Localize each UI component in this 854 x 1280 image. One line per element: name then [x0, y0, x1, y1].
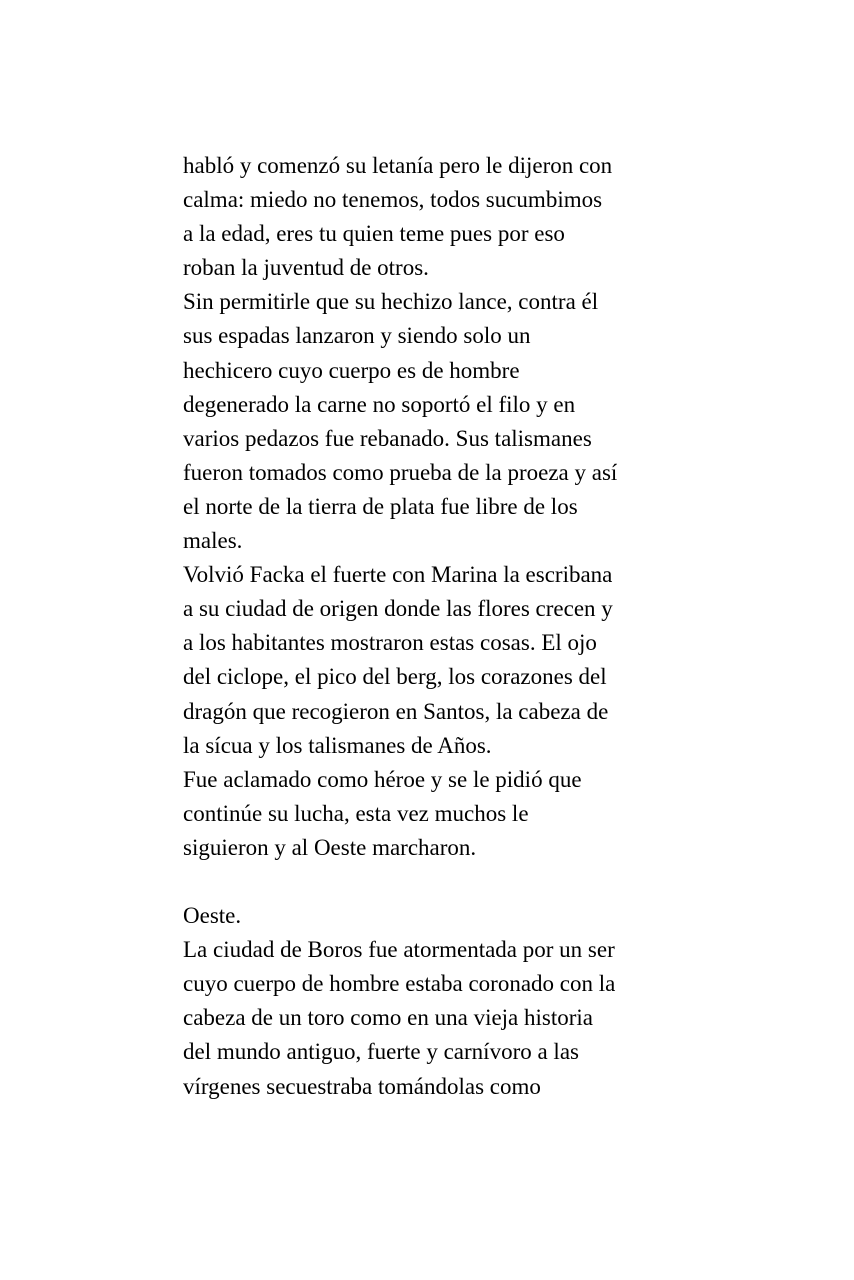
- text-line: continúe su lucha, esta vez muchos le: [183, 800, 529, 826]
- text-line: a los habitantes mostraron estas cosas. El ojo: [183, 630, 597, 656]
- text-line: calma: miedo no tenemos, todos sucumbimos: [183, 187, 603, 213]
- text-line: Fue aclamado como héroe y se le pidió que: [183, 766, 582, 792]
- text-line: sus espadas lanzaron y siendo solo un: [183, 323, 531, 349]
- text-line: varios pedazos fue rebanado. Sus talismanes: [183, 425, 592, 451]
- body-text: [183, 149, 703, 1104]
- text-line: males.: [183, 528, 243, 554]
- text-line: La ciudad de Boros fue atormentada por un ser: [183, 937, 615, 963]
- paragraph-gap: [183, 865, 703, 899]
- text-line: del ciclope, el pico del berg, los corazones del: [183, 664, 607, 690]
- text-line: del mundo antiguo, fuerte y carnívoro a las: [183, 1039, 579, 1065]
- text-line: habló y comenzó su letanía pero le dijeron con: [183, 153, 613, 178]
- text-line: Volvió Facka el fuerte con Marina la escribana: [183, 562, 613, 588]
- text-line: el norte de la tierra de plata fue libre de los: [183, 493, 578, 519]
- text-line: roban la juventud de otros.: [183, 255, 429, 281]
- text-line: a la edad, eres tu quien teme pues por eso: [183, 221, 565, 247]
- text-line: fueron tomados como prueba de la proeza y así: [183, 459, 618, 485]
- text-line: degenerado la carne no soportó el filo y en: [183, 391, 576, 417]
- text-line: Sin permitirle que su hechizo lance, contra él: [183, 289, 599, 315]
- text-line: dragón que recogieron en Santos, la cabeza de: [183, 698, 609, 724]
- text-line: hechicero cuyo cuerpo es de hombre: [183, 357, 520, 383]
- text-line: cuyo cuerpo de hombre estaba coronado con la: [183, 971, 616, 997]
- section-heading: Oeste.: [183, 903, 242, 929]
- text-line: siguieron y al Oeste marcharon.: [183, 834, 477, 860]
- text-line: la sícua y los talismanes de Años.: [183, 732, 492, 758]
- text-line: a su ciudad de origen donde las flores crecen y: [183, 596, 613, 622]
- text-line: vírgenes secuestraba tomándolas como: [183, 1073, 541, 1099]
- text-line: cabeza de un toro como en una vieja historia: [183, 1005, 594, 1031]
